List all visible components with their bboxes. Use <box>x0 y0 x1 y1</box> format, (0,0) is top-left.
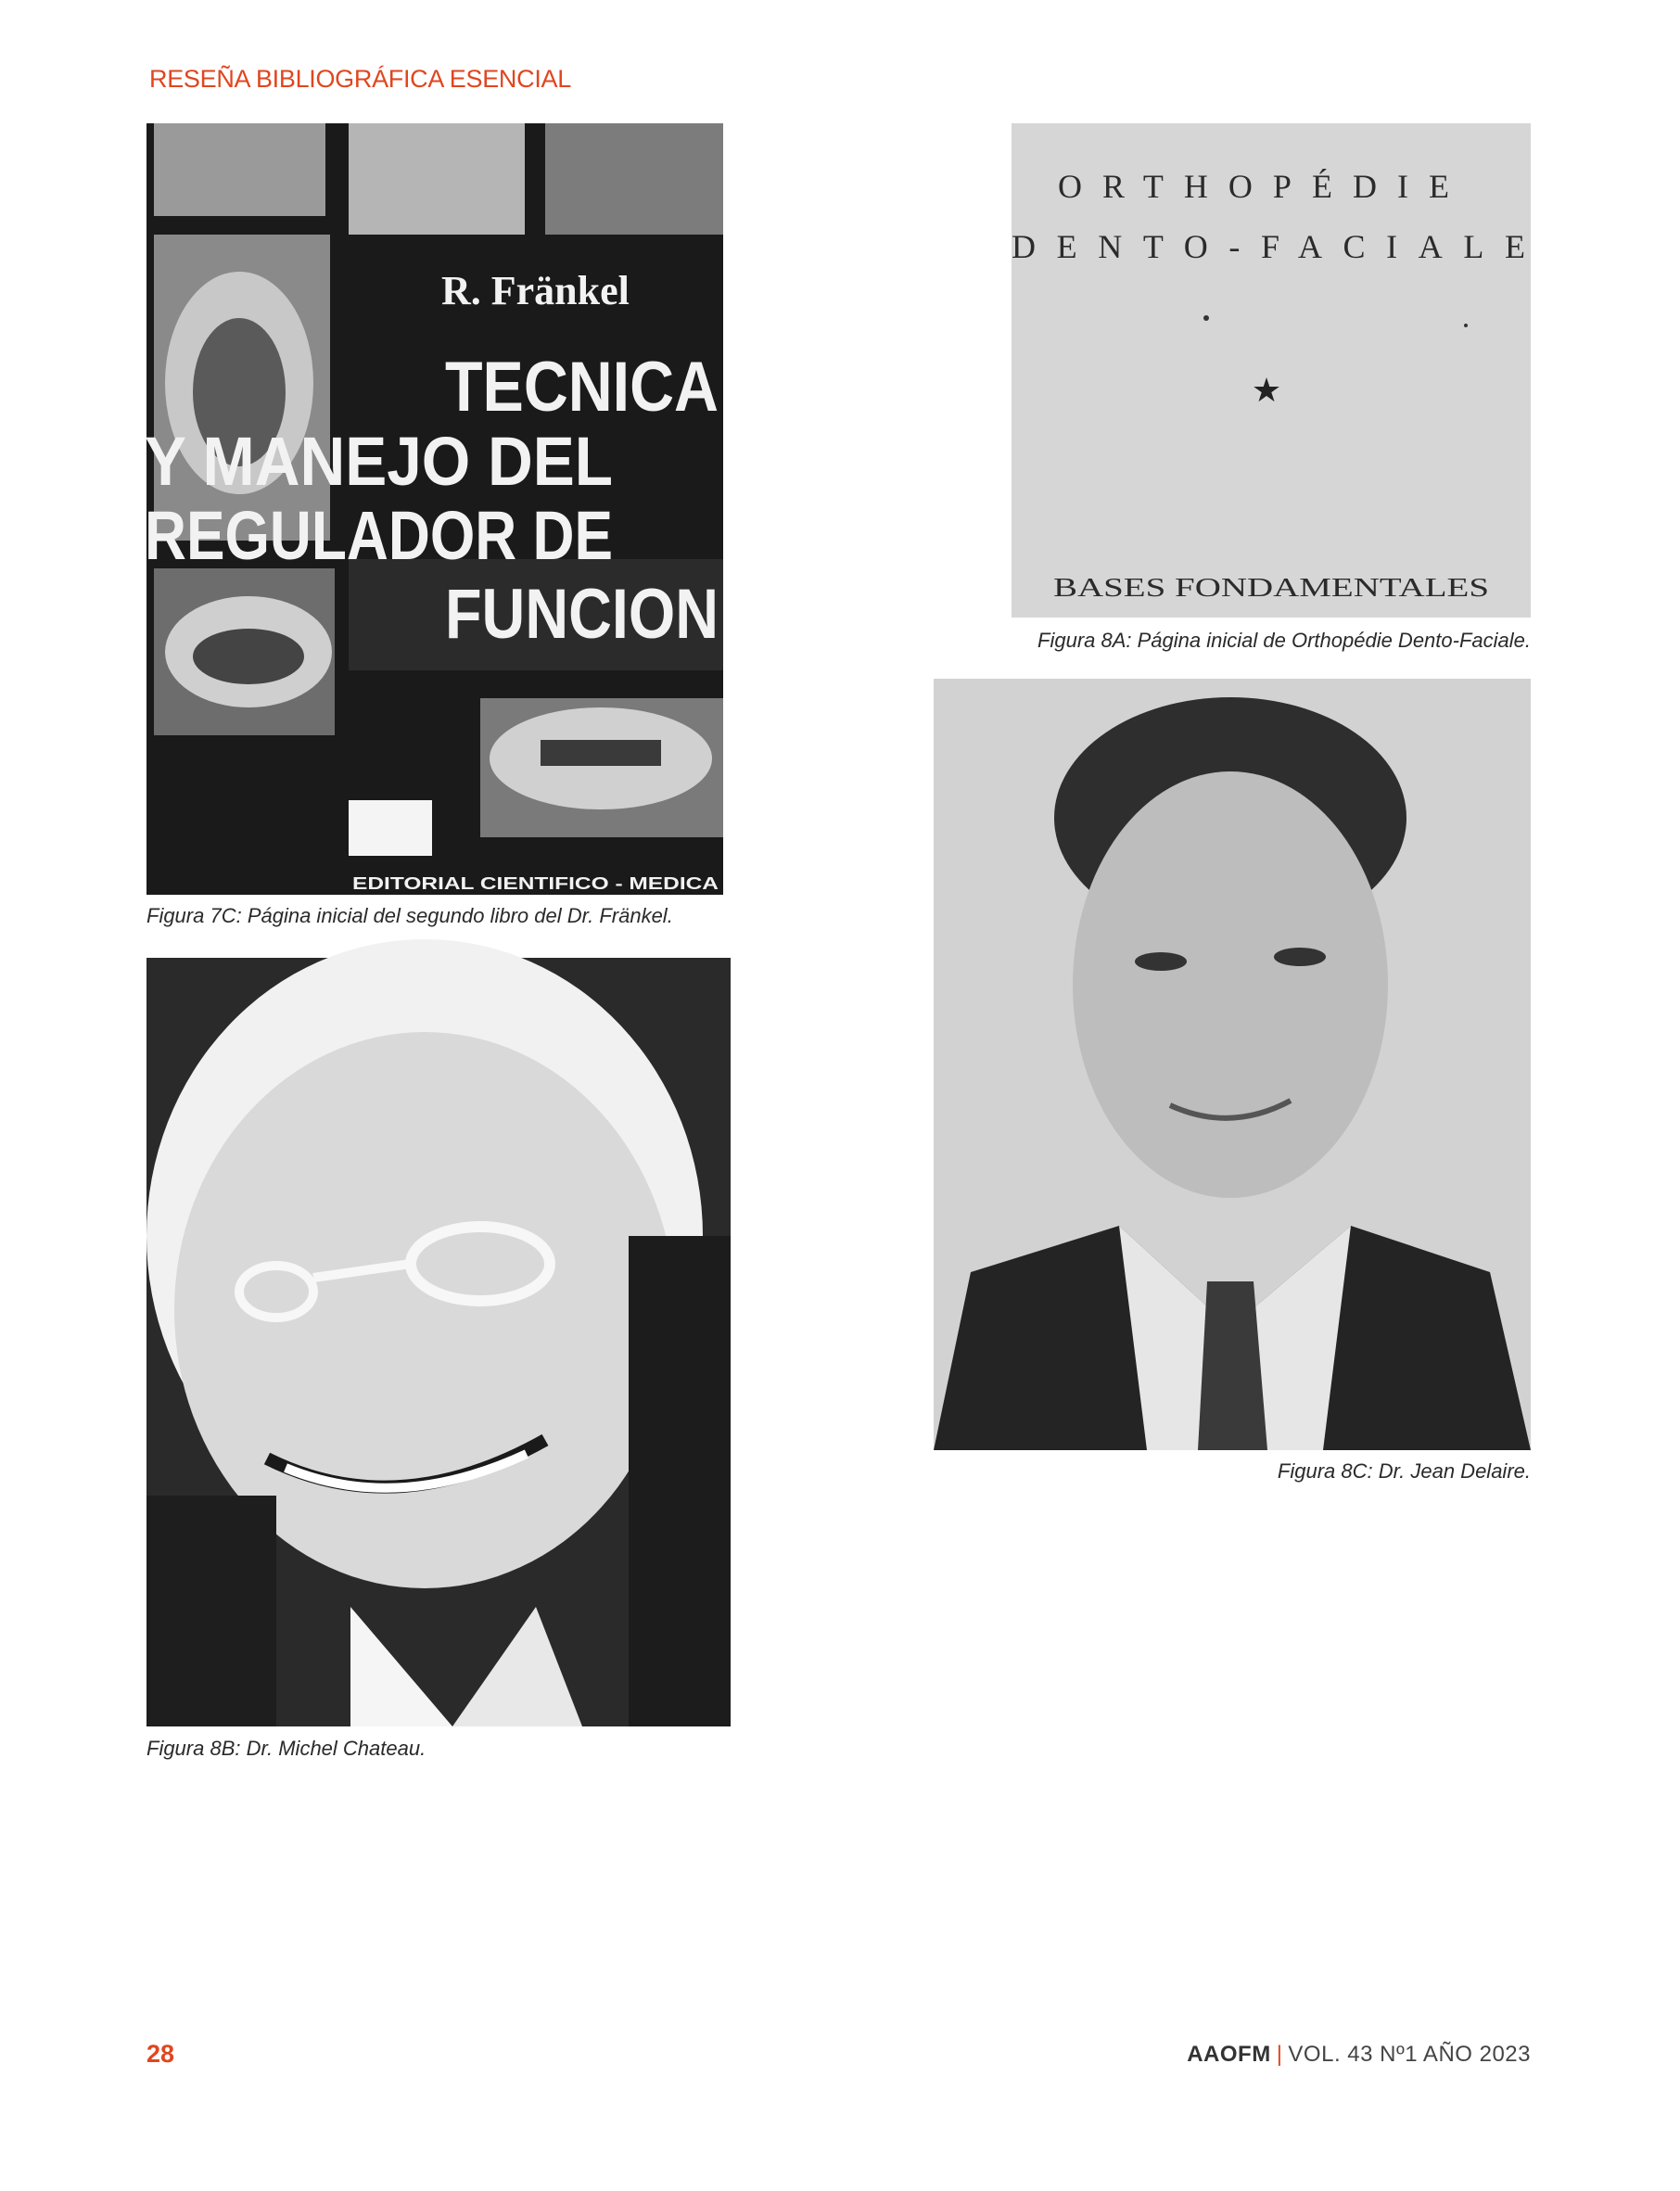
figure-8b-portrait <box>146 958 731 1726</box>
book-title-line-4: FUNCION <box>445 575 719 654</box>
page-number: 28 <box>146 2040 175 2068</box>
book-publisher: EDITORIAL CIENTIFICO - MEDICA <box>352 874 719 893</box>
figure-7c-book-cover <box>146 123 723 895</box>
journal-name: AAOFM <box>1187 2042 1271 2067</box>
journal-issue: VOL. 43 Nº1 AÑO 2023 <box>1288 2042 1531 2067</box>
figure-8a-title-page <box>1012 123 1531 618</box>
title-page-subtitle: BASES FONDAMENTALES <box>1053 573 1489 603</box>
figure-8c-portrait <box>934 679 1531 1450</box>
book-title-line-3: REGULADOR DE <box>145 497 613 574</box>
star-icon: ★ <box>1251 372 1282 409</box>
book-title-line-1: TECNICA <box>445 348 719 427</box>
caption-figure-8b: Figura 8B: Dr. Michel Chateau. <box>146 1737 426 1760</box>
footer-separator: | <box>1276 2042 1283 2067</box>
section-header: RESEÑA BIBLIOGRÁFICA ESENCIAL <box>149 65 571 93</box>
title-page-line-1: ORTHOPÉDIE <box>1058 168 1457 205</box>
caption-figure-8c: Figura 8C: Dr. Jean Delaire. <box>1277 1459 1531 1483</box>
book-author: R. Fränkel <box>441 268 630 313</box>
journal-footer <box>1187 2042 1531 2068</box>
caption-figure-8a: Figura 8A: Página inicial de Orthopédie Dento-Faciale. <box>1037 629 1531 652</box>
caption-figure-7c: Figura 7C: Página inicial del segundo libro del Dr. Fränkel. <box>146 904 673 927</box>
title-page-line-2: DENTO-FACIALE <box>1012 228 1531 265</box>
book-title-line-2: Y MANEJO DEL <box>145 423 613 500</box>
